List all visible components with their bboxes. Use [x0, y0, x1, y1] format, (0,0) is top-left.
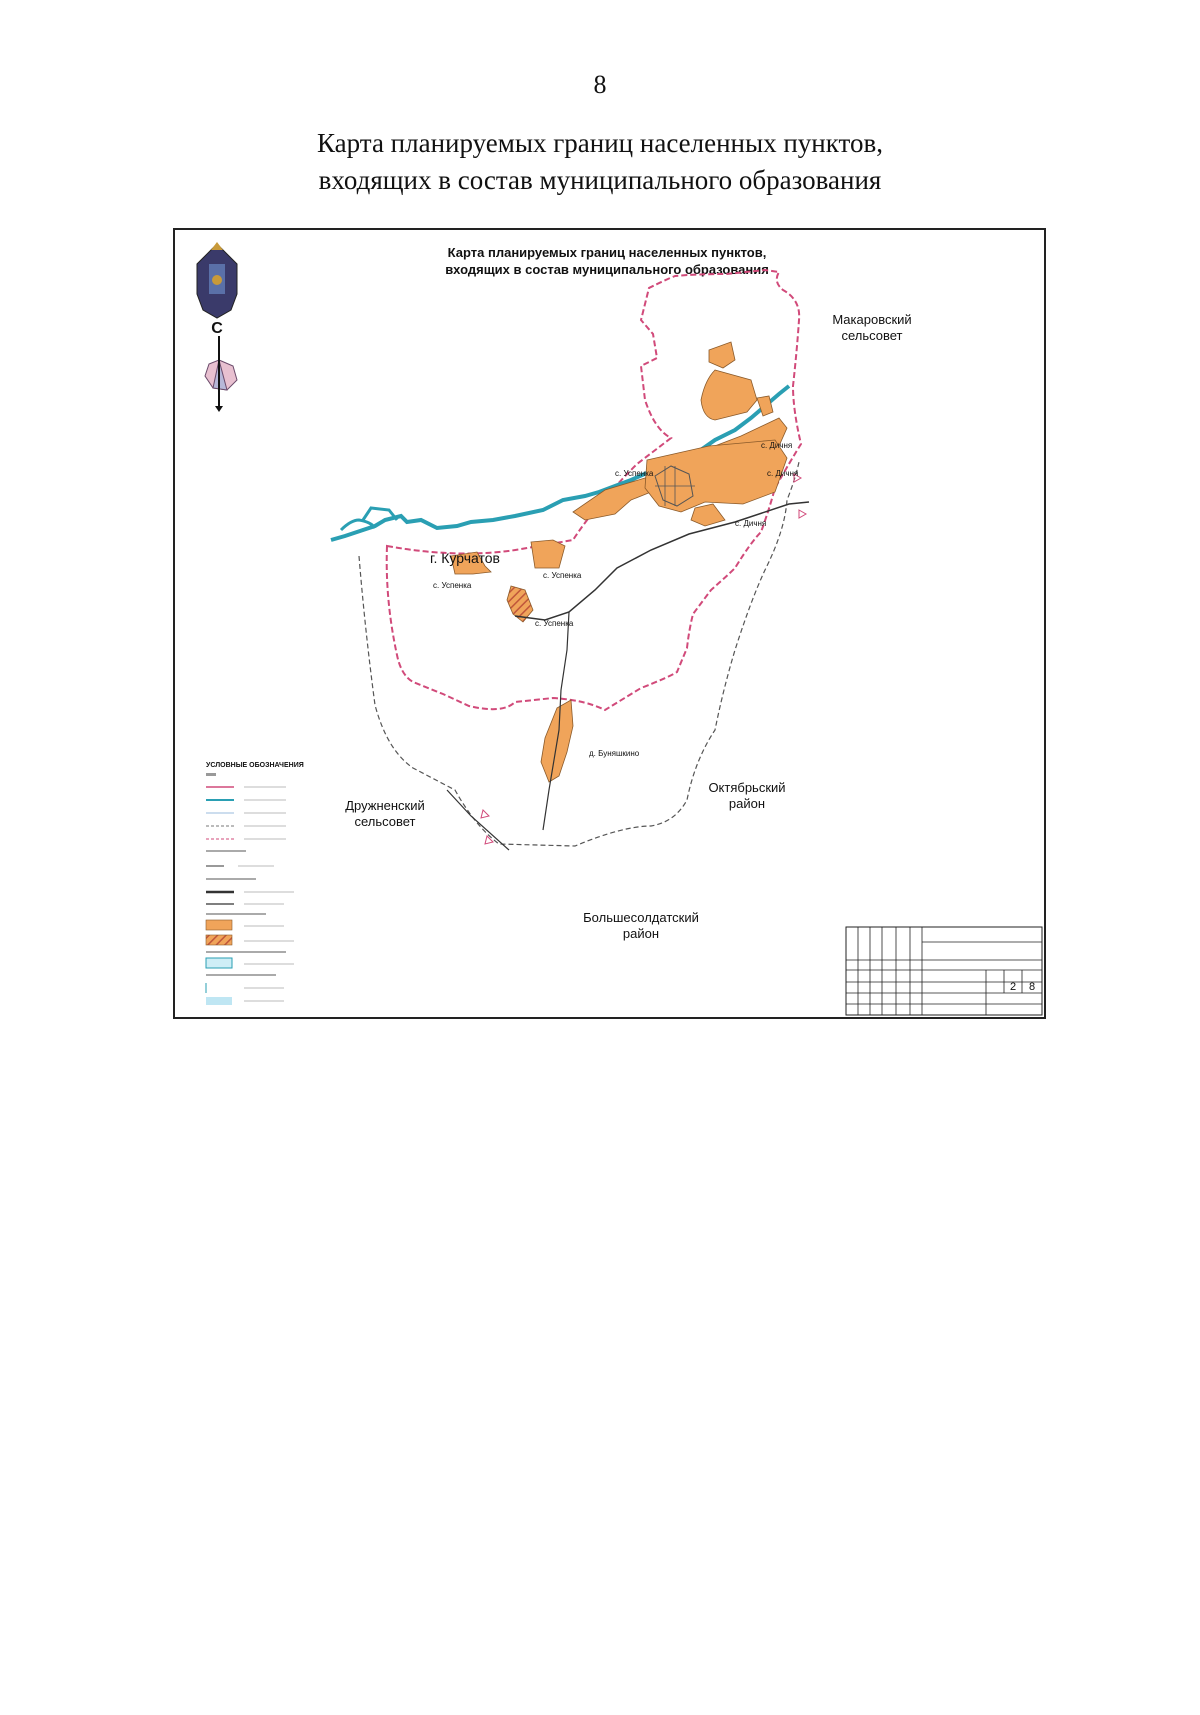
legend-swatch-forest — [206, 958, 232, 968]
settlement-label-uspenka-3: с. Успенка — [535, 619, 574, 628]
legend-swatch-1 — [206, 773, 216, 776]
settlement-label-bunyakino: д. Буняшкино — [589, 749, 640, 758]
settlement-uspenka-center — [531, 540, 565, 568]
settlement-label-lichnoe-2: с. Дичня — [767, 469, 799, 478]
legend-swatch-hatched — [206, 935, 232, 945]
city-label: г. Курчатов — [430, 550, 500, 566]
title-block-sheets: 8 — [1028, 981, 1036, 993]
neighbor-druzhnensky-line-2: сельсовет — [354, 814, 416, 829]
settlement-label-uspenka-2: с. Успенка — [543, 571, 582, 580]
page-title-line-2: входящих в состав муниципального образования — [318, 165, 882, 195]
settlement-label-uspenka-1: с. Успенка — [433, 581, 472, 590]
neighbor-druzhnensky-line-1: Дружненский — [345, 798, 425, 813]
map-canvas — [175, 230, 1044, 1017]
legend-swatch-settlement — [206, 920, 232, 930]
compass-rose-icon — [205, 336, 237, 412]
map-title-line-1: Карта планируемых границ населенных пунктов, — [447, 245, 767, 260]
settlement-label-lichnoe-3: с. Дичня — [735, 519, 767, 528]
neighbor-bolshesoldatsky-line-2: район — [622, 926, 660, 941]
neighbor-bolshesoldatsky-line-1: Большесолдатский — [583, 910, 699, 925]
map-frame — [173, 228, 1046, 1019]
road-southwest — [447, 790, 509, 850]
settlement-lichnoe-south — [691, 504, 725, 526]
settlement-label-lichnoe-1: с. Дичня — [761, 441, 793, 450]
settlement-lichnoe-far-north — [709, 342, 735, 368]
map-title-line-2: входящих в состав муниципального образования — [445, 262, 769, 277]
neighbor-oktyabrsky-line-1: Октябрьский — [708, 780, 786, 795]
neighbor-oktyabrsky-line-2: район — [728, 796, 766, 811]
title-block — [846, 927, 1042, 1015]
legend-swatch-water — [206, 997, 232, 1005]
north-letter: С — [211, 320, 223, 337]
coat-of-arms-icon — [197, 242, 237, 318]
settlement-label-uspenka-4: с. Успенка — [615, 469, 654, 478]
page-number: 8 — [593, 70, 607, 99]
neighbor-makarovsky-line-2: сельсовет — [841, 328, 903, 343]
page-title — [0, 125, 1200, 199]
settlement-lichnoe-river — [701, 370, 757, 420]
legend-title: УСЛОВНЫЕ ОБОЗНАЧЕНИЯ — [206, 762, 304, 769]
legend — [206, 762, 304, 1005]
title-block-sheet: 2 — [1009, 981, 1017, 993]
page-title-line-1: Карта планируемых границ населенных пунктов, — [317, 128, 883, 158]
neighbor-makarovsky-line-1: Макаровский — [832, 312, 912, 327]
